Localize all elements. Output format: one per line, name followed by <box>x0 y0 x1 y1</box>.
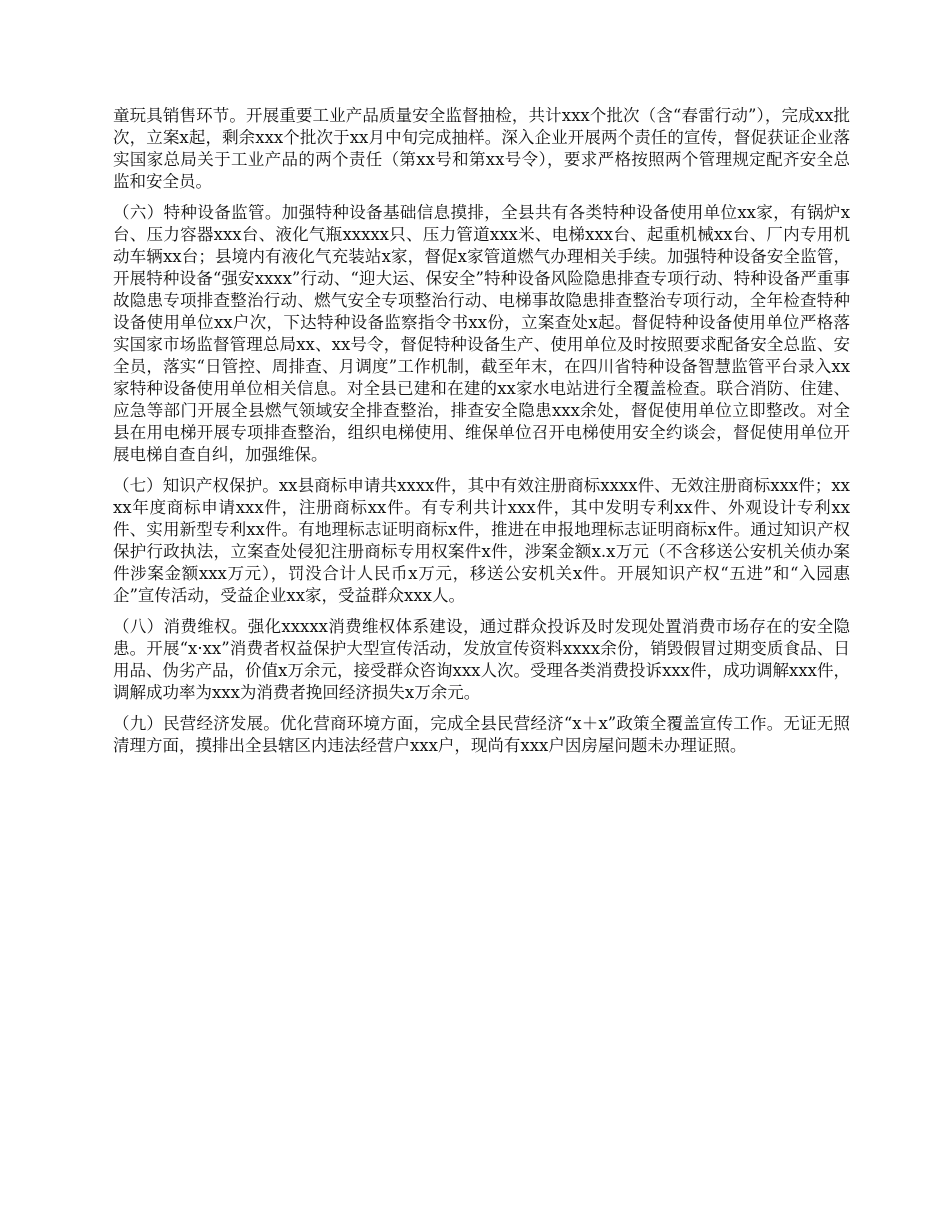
paragraph-special-equipment: （六）特种设备监管。加强特种设备基础信息摸排，全县共有各类特种设备使用单位xx家，有锅炉x台、压力容器xxx台、液化气瓶xxxxx只、压力管道xxx米、电梯xxx台、起重机械xx台、厂内专用机动车辆xx台；县境内有液化气充装站x家，督促x家管道燃气办理相关手续。加强特种设备安全监管，开展特种设备“强安xxxx”行动、“迎大运、保安全”特种设备风险隐患排查专项行动、特种设备严重事故隐患专项排查整治行动、燃气安全专项整治行动、电梯事故隐患排查整治专项行动，全年检查特种设备使用单位xx户次，下达特种设备监察指令书xx份，立案查处x起。督促特种设备使用单位严格落实国家市场监督管理总局xx、xx号令，督促特种设备生产、使用单位及时按照要求配备安全总监、安全员，落实“日管控、周排查、月调度”工作机制，截至年末，在四川省特种设备智慧监管平台录入xx家特种设备使用单位相关信息。对全县已建和在建的xx家水电站进行全覆盖检查。联合消防、住建、应急等部门开展全县燃气领域安全排查整治，排查安全隐患xxx余处，督促使用单位立即整改。对全县在用电梯开展专项排查整治，组织电梯使用、维保单位召开电梯使用安全约谈会，督促使用单位开展电梯自查自纠，加强维保。 <box>113 203 850 464</box>
paragraph-consumer-rights: （八）消费维权。强化xxxxx消费维权体系建设，通过群众投诉及时发现处置消费市场存在的安全隐患。开展“x·xx”消费者权益保护大型宣传活动，发放宣传资料xxxx余份，销毁假冒过期变质食品、日用品、伪劣产品，价值x万余元，接受群众咨询xxx人次。受理各类消费投诉xxx件，成功调解xxx件，调解成功率为xxx为消费者挽回经济损失x万余元。 <box>113 617 850 702</box>
paragraph-private-economy: （九）民营经济发展。优化营商环境方面，完成全县民营经济“x＋x”政策全覆盖宣传工作。无证无照清理方面，摸排出全县辖区内违法经营户xxx户，现尚有xxx户因房屋问题未办理证照。 <box>113 714 850 755</box>
paragraph-intellectual-property: （七）知识产权保护。xx县商标申请共xxxx件，其中有效注册商标xxxx件、无效注册商标xxx件；xxxx年度商标申请xxx件，注册商标xx件。有专利共计xxx件，其中发明专利xx件、外观设计专利xx件、实用新型专利xx件。有地理标志证明商标x件，推进在申报地理标志证明商标x件。通过知识产权保护行政执法，立案查处侵犯注册商标专用权案件x件，涉案金额x.x万元（不含移送公安机关侦办案件涉案金额xxx万元），罚没合计人民币x万元，移送公安机关x件。开展知识产权“五进”和“入园惠企”宣传活动，受益企业xx家，受益群众xxx人。 <box>113 476 850 605</box>
paragraph-product-quality: 童玩具销售环节。开展重要工业产品质量安全监督抽检，共计xxx个批次（含“春雷行动”），完成xx批次，立案x起，剩余xxx个批次于xx月中旬完成抽样。深入企业开展两个责任的宣传，督促获证企业落实国家总局关于工业产品的两个责任（第xx号和第xx号令），要求严格按照两个管理规定配齐安全总监和安全员。 <box>113 106 850 191</box>
document-body <box>113 105 850 766</box>
